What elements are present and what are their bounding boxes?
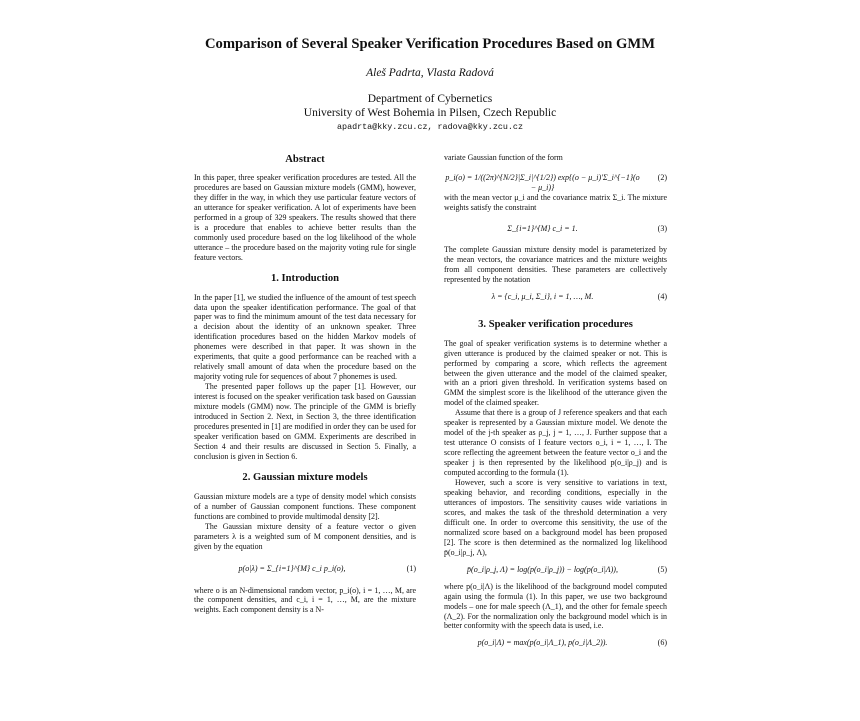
affiliation-university: University of West Bohemia in Pilsen, Czech Republic [303,107,557,119]
equation-1-number: (1) [406,563,416,573]
equation-4-body: λ = {c_i, μ_i, Σ_i}, i = 1, …, M. [491,291,594,301]
author-emails: apadrta@kky.zcu.cz, radova@kky.zcu.cz [337,122,523,132]
verification-paragraph-3: However, such a score is very sensitive to variations in text, speaking behavior, and recording conditions, especially in the utterances of impostors. The sensitivity causes wide variations in scores, and makes the task of the threshold determination a very difficult one. In order to overcome this sensitivity, the use of the normalized score based on a background model has been proposed [2]. The score is then determined as the normalized log likelihood p̄(o_i|ρ_j, Λ), [444,478,667,557]
abstract-text: In this paper, three speaker verification procedures are tested. All the procedures are based on Gaussian mixture models (GMM), however, they differ in the way, in which they use particular feature vectors of an utterance for speaker verification. A lot of experiments have been performed in a group of 329 speakers. The results showed that there is a procedure that enables to achieve better results than the commonly used procedure based on the log likelihood of the whole utterance – the procedure based on the majority voting rule for single feature vectors. [194,173,416,262]
equation-2-number: (2) [657,172,667,182]
equation-1 [194,552,416,586]
equation-3 [444,213,667,245]
intro-paragraph-1: In the paper [1], we studied the influence of the amount of test speech data upon the speaker identification performance. The goal of that paper was to find the minimum amount of the test data necessary for a decision about the identity of an unknown speaker. Three identification procedures based on the hidden Markov models of phonemes were described in that paper. It was shown in the experiments, that quite a good performance can be reached with a relatively small amount of data when the procedure based on the majority voting rule for sequences of about 7 phonemes is used. [194,292,416,382]
left-column [194,153,416,615]
verification-paragraph-2: Assume that there is a group of J reference speakers and that each speaker is represented by a Gaussian mixture model. We denote the model of the j-th speaker as ρ_j, j = 1, …, J. Further suppose that a test utterance O consists of I feature vectors o_i, i = 1, …, I. The score reflecting the agreement between the feature vector o_i and the speaker j is then represented by the likelihood p(o_i|ρ_j) and is computed according to the formula (1). [444,408,667,478]
equation-4-number: (4) [657,291,667,301]
after-equation-2: with the mean vector μ_i and the covariance matrix Σ_i. The mixture weights satisfy the constraint [444,192,667,212]
gmm-paragraph-2: The Gaussian mixture density of a feature vector o given parameters λ is a weighted sum of M component densities, and is given by the equation [194,521,416,551]
gmm-paragraph-1: Gaussian mixture models are a type of density model which consists of a number of Gaussian component functions. These component functions are combined to provide multimodal density [2]. [194,491,416,521]
abstract-heading: Abstract [285,154,325,165]
gmm-paragraph-3: where o is an N-dimensional random vector, p_i(o), i = 1, …, M, are the component densities, and c_i, i = 1, …, M, are the mixture weights. Each component density is a N- [194,585,416,615]
equation-2-body: p_i(o) = 1/((2π)^{N/2}|Σ_i|^{1/2}) exp{(o − μ_i)′Σ_i^{−1}(o − μ_i)} [445,172,640,192]
equation-2 [444,163,667,193]
continued-text: variate Gaussian function of the form [444,153,563,162]
equation-6 [444,631,667,655]
section-2-heading: 2. Gaussian mixture models [242,471,368,483]
equation-5-number: (5) [657,564,667,574]
after-equation-3: The complete Gaussian mixture density model is parameterized by the mean vectors, the covariance matrices and the mixture weights from all component densities. These parameters are collectively represented by the notation [444,244,667,284]
right-column [444,153,667,655]
affiliation-department: Department of Cybernetics [367,93,493,105]
intro-paragraph-2: The presented paper follows up the paper [1]. However, our interest is focused on the speaker verification task based on Gaussian mixture models (GMM) now. The principle of the GMM is briefly introduced in Section 2. Next, in Section 3, the three identification procedures presented in [1] are modified in order they can be used for speaker verification based on GMM. Experiments are described in Section 4 and their results are discussed in Section 5. Finally, a conclusion is given in Section 6. [194,382,416,461]
equation-6-body: p(o_i|Λ) = max(p(o_i|Λ_1), p(o_i|Λ_2)). [477,638,608,648]
verification-paragraph-4: where p(o_i|Λ) is the likelihood of the background model computed again using the formula (1). In this paper, we use two background models – one for male speech (Λ_1), and the other for female speech (Λ_2). For the normalization only the background model which is in better conformity with the speech data is used, i.e. [444,581,667,631]
section-3-heading: 3. Speaker verification procedures [478,318,633,330]
equation-5 [444,558,667,582]
equation-6-number: (6) [657,638,667,648]
paper-authors: Aleš Padrta, Vlasta Radová [366,67,494,79]
equation-3-number: (3) [657,223,667,233]
equation-1-body: p(o|λ) = Σ_{i=1}^{M} c_i p_i(o), [238,563,346,573]
equation-3-body: Σ_{i=1}^{M} c_i = 1. [507,223,578,233]
equation-4 [444,285,667,309]
paper-title: Comparison of Several Speaker Verification Procedures Based on GMM [205,36,655,52]
equation-5-body: p̄(o_i|ρ_j, Λ) = log(p(o_i|ρ_j)) − log(p(o_i|Λ)), [467,564,618,574]
section-1-heading: 1. Introduction [270,272,340,284]
verification-paragraph-1: The goal of speaker verification systems is to determine whether a given utterance is produced by the claimed speaker or not. This is performed by comparing a score, which reflects the agreement between the given utterance and the model of the claimed speaker, with an a priori given threshold. In verification systems based on GMM the simplest score is the likelihood of the utterance given the model of the claimed speaker. [444,338,667,408]
